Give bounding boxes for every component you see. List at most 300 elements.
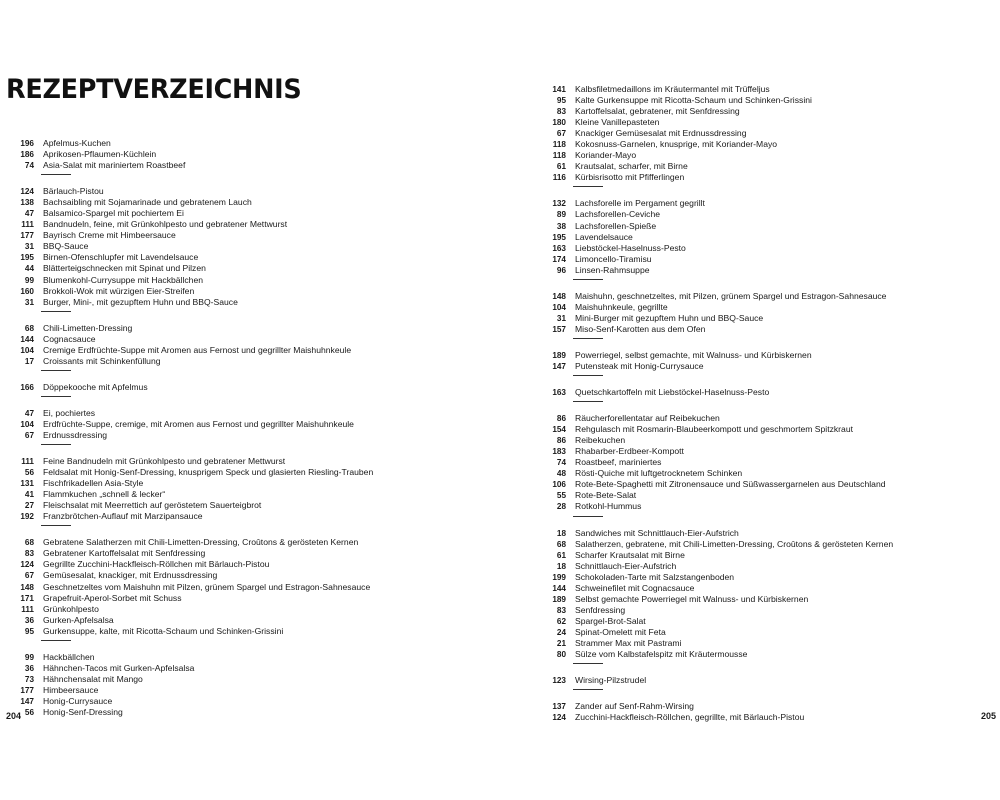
entry-recipe-name: Hähnchensalat mit Mango — [43, 673, 143, 684]
index-entry — [538, 701, 1000, 712]
index-letter-group — [6, 408, 476, 445]
index-entry — [6, 548, 476, 559]
entry-recipe-name: Bachsaibling mit Sojamarinade und gebratenem Lauch — [43, 197, 252, 208]
index-entry — [538, 583, 1000, 594]
entry-page-number: 163 — [552, 243, 566, 253]
entry-recipe-name: Maishuhnkeule, gegrillte — [575, 301, 668, 312]
index-entry — [6, 511, 476, 522]
index-entry — [538, 117, 1000, 128]
index-entry — [6, 356, 476, 367]
entry-recipe-name: Bayrisch Creme mit Himbeersauce — [43, 230, 176, 241]
entry-page-number: 67 — [24, 430, 34, 440]
index-entry — [6, 382, 476, 393]
entry-page-number: 111 — [21, 604, 34, 614]
entry-recipe-name: Knackiger Gemüsesalat mit Erdnussdressing — [575, 128, 747, 139]
entry-page-number: 124 — [20, 560, 34, 570]
entry-recipe-name: Blätterteigschnecken mit Spinat und Pilzen — [43, 263, 206, 274]
entry-recipe-name: Kokosnuss-Garnelen, knusprige, mit Koriander-Mayo — [575, 139, 778, 150]
index-entry — [6, 456, 476, 467]
entry-page-number: 83 — [556, 107, 566, 117]
entry-page-number: 118 — [552, 140, 566, 150]
group-divider — [41, 444, 71, 445]
entry-page-number: 177 — [20, 685, 34, 695]
entry-recipe-name: Himbeersauce — [43, 684, 99, 695]
group-divider — [41, 174, 71, 175]
entry-page-number: 177 — [20, 231, 34, 241]
entry-page-number: 144 — [20, 334, 34, 344]
index-letter-group — [6, 382, 476, 397]
entry-recipe-name: Linsen-Rahmsuppe — [575, 264, 650, 275]
entry-page-number: 160 — [20, 286, 34, 296]
index-entry — [538, 435, 1000, 446]
left-index-column — [6, 138, 476, 718]
group-divider — [573, 663, 603, 664]
entry-recipe-name: Rote-Bete-Spaghetti mit Zitronensauce und Süßwassergarnelen aus Deutschland — [575, 479, 886, 490]
entry-recipe-name: Wirsing-Pilzstrudel — [575, 675, 647, 686]
index-entry — [538, 501, 1000, 512]
entry-recipe-name: Bärlauch-Pistou — [43, 186, 104, 197]
entry-recipe-name: Ei, pochiertes — [43, 407, 96, 418]
entry-page-number: 99 — [24, 275, 34, 285]
index-entry — [538, 627, 1000, 638]
entry-page-number: 61 — [556, 162, 566, 172]
entry-page-number: 74 — [556, 458, 566, 468]
entry-recipe-name: Kartoffelsalat, gebratener, mit Senfdressing — [575, 106, 740, 117]
entry-page-number: 86 — [556, 436, 566, 446]
page-title: REZEPTVERZEICHNIS — [6, 74, 302, 106]
index-entry — [6, 559, 476, 570]
index-entry — [6, 674, 476, 685]
entry-recipe-name: Lachsforelle im Pergament gegrillt — [575, 198, 705, 209]
entry-page-number: 118 — [552, 151, 566, 161]
index-entry — [538, 424, 1000, 435]
entry-page-number: 67 — [24, 571, 34, 581]
index-entry — [6, 663, 476, 674]
entry-page-number: 111 — [21, 457, 34, 467]
entry-page-number: 18 — [556, 561, 566, 571]
index-entry — [538, 243, 1000, 254]
group-divider — [573, 279, 603, 280]
group-divider — [41, 311, 71, 312]
entry-recipe-name: Döppekooche mit Apfelmus — [43, 381, 148, 392]
entry-page-number: 148 — [552, 291, 566, 301]
entry-recipe-name: Mini-Burger mit gezupftem Huhn und BBQ-Sauce — [575, 312, 764, 323]
entry-page-number: 62 — [556, 616, 566, 626]
index-letter-group — [538, 701, 1000, 723]
entry-recipe-name: Liebstöckel-Haselnuss-Pesto — [575, 242, 686, 253]
entry-recipe-name: Gurken-Apfelsalsa — [43, 614, 114, 625]
index-entry — [538, 528, 1000, 539]
entry-page-number: 44 — [24, 264, 34, 274]
index-letter-group — [6, 323, 476, 371]
entry-recipe-name: Apfelmus-Kuchen — [43, 138, 111, 148]
index-entry — [538, 387, 1000, 398]
index-entry — [538, 616, 1000, 627]
entry-recipe-name: Rotkohl-Hummus — [575, 501, 642, 512]
index-entry — [6, 570, 476, 581]
index-entry — [538, 561, 1000, 572]
entry-page-number: 124 — [552, 713, 566, 723]
index-entry — [538, 479, 1000, 490]
index-entry — [538, 209, 1000, 220]
entry-page-number: 17 — [24, 356, 34, 366]
entry-recipe-name: Lachsforellen-Ceviche — [575, 209, 661, 220]
group-divider — [573, 689, 603, 690]
entry-page-number: 83 — [24, 549, 34, 559]
index-entry — [538, 446, 1000, 457]
index-entry — [6, 537, 476, 548]
entry-recipe-name: Flammkuchen „schnell & lecker“ — [43, 489, 166, 500]
index-entry — [538, 638, 1000, 649]
entry-recipe-name: Maishuhn, geschnetzeltes, mit Pilzen, grünem Spargel und Estragon-Sahnesauce — [575, 290, 887, 301]
index-entry — [6, 500, 476, 511]
entry-page-number: 189 — [552, 350, 566, 360]
entry-page-number: 180 — [552, 118, 566, 128]
group-divider — [573, 186, 603, 187]
entry-recipe-name: BBQ-Sauce — [43, 241, 89, 252]
index-entry — [6, 604, 476, 615]
entry-page-number: 95 — [24, 626, 34, 636]
index-entry — [6, 430, 476, 441]
entry-recipe-name: Roastbeef, mariniertes — [575, 457, 662, 468]
entry-page-number: 48 — [556, 469, 566, 479]
entry-recipe-name: Gebratener Kartoffelsalat mit Senfdressing — [43, 548, 206, 559]
index-entry — [6, 219, 476, 230]
group-divider — [41, 396, 71, 397]
index-entry — [538, 649, 1000, 660]
group-divider — [573, 401, 603, 402]
entry-recipe-name: Cognacsauce — [43, 333, 96, 344]
entry-page-number: 67 — [556, 129, 566, 139]
group-divider — [573, 338, 603, 339]
entry-recipe-name: Lachsforellen-Spieße — [575, 220, 657, 231]
index-letter-group — [6, 537, 476, 640]
index-entry — [6, 489, 476, 500]
entry-page-number: 147 — [552, 361, 566, 371]
entry-page-number: 38 — [556, 221, 566, 231]
index-entry — [6, 696, 476, 707]
index-entry — [538, 605, 1000, 616]
index-entry — [6, 707, 476, 718]
entry-recipe-name: Schnittlauch-Eier-Aufstrich — [575, 560, 677, 571]
entry-recipe-name: Hähnchen-Tacos mit Gurken-Apfelsalsa — [43, 662, 195, 673]
index-entry — [538, 139, 1000, 150]
index-entry — [6, 230, 476, 241]
index-entry — [6, 297, 476, 308]
entry-page-number: 186 — [20, 150, 34, 160]
entry-page-number: 154 — [552, 425, 566, 435]
entry-recipe-name: Gegrillte Zucchini-Hackfleisch-Röllchen mit Bärlauch-Pistou — [43, 559, 270, 570]
index-entry — [538, 232, 1000, 243]
entry-page-number: 157 — [552, 324, 566, 334]
entry-page-number: 174 — [552, 254, 566, 264]
index-entry — [538, 302, 1000, 313]
entry-recipe-name: Strammer Max mit Pastrami — [575, 637, 682, 648]
entry-recipe-name: Koriander-Mayo — [575, 150, 637, 161]
index-entry — [6, 286, 476, 297]
index-entry — [538, 198, 1000, 209]
entry-recipe-name: Kalbsfiletmedaillons im Kräutermantel mit Trüffeljus — [575, 84, 770, 94]
index-entry — [538, 106, 1000, 117]
entry-recipe-name: Reibekuchen — [575, 435, 626, 446]
entry-recipe-name: Chili-Limetten-Dressing — [43, 322, 133, 333]
entry-recipe-name: Sandwiches mit Schnittlauch-Eier-Aufstrich — [575, 527, 739, 538]
entry-page-number: 95 — [556, 96, 566, 106]
index-entry — [6, 478, 476, 489]
index-entry — [6, 160, 476, 171]
index-letter-group — [538, 84, 1000, 187]
index-entry — [538, 150, 1000, 161]
entry-page-number: 147 — [20, 696, 34, 706]
entry-page-number: 73 — [24, 674, 34, 684]
index-letter-group — [538, 413, 1000, 516]
entry-recipe-name: Senfdressing — [575, 604, 626, 615]
entry-recipe-name: Erdnussdressing — [43, 429, 108, 440]
entry-page-number: 74 — [24, 161, 34, 171]
entry-page-number: 189 — [552, 594, 566, 604]
entry-recipe-name: Miso-Senf-Karotten aus dem Ofen — [575, 323, 706, 334]
entry-recipe-name: Spargel-Brot-Salat — [575, 615, 646, 626]
entry-page-number: 183 — [552, 447, 566, 457]
index-entry — [538, 457, 1000, 468]
index-entry — [6, 138, 476, 149]
index-entry — [6, 149, 476, 160]
index-entry — [6, 345, 476, 356]
entry-page-number: 89 — [556, 210, 566, 220]
entry-recipe-name: Salatherzen, gebratene, mit Chili-Limetten-Dressing, Croûtons & gerösteten Kernen — [575, 538, 894, 549]
entry-recipe-name: Zucchini-Hackfleisch-Röllchen, gegrillte, mit Bärlauch-Pistou — [575, 712, 805, 723]
entry-recipe-name: Selbst gemachte Powerriegel mit Walnuss- und Kürbiskernen — [575, 593, 809, 604]
entry-page-number: 166 — [20, 382, 34, 392]
index-entry — [6, 408, 476, 419]
index-entry — [538, 539, 1000, 550]
index-entry — [6, 334, 476, 345]
entry-page-number: 47 — [24, 408, 34, 418]
entry-page-number: 106 — [552, 480, 566, 490]
entry-page-number: 99 — [24, 652, 34, 662]
entry-recipe-name: Balsamico-Spargel mit pochiertem Ei — [43, 208, 184, 219]
index-letter-group — [6, 186, 476, 312]
index-entry — [538, 675, 1000, 686]
entry-page-number: 132 — [552, 199, 566, 209]
entry-page-number: 41 — [24, 490, 34, 500]
index-letter-group — [6, 652, 476, 718]
entry-page-number: 141 — [552, 85, 566, 94]
entry-page-number: 86 — [556, 414, 566, 424]
index-entry — [6, 208, 476, 219]
index-letter-group — [538, 528, 1000, 665]
entry-recipe-name: Kürbisrisotto mit Pfifferlingen — [575, 172, 685, 183]
entry-page-number: 68 — [556, 539, 566, 549]
entry-page-number: 171 — [20, 593, 34, 603]
entry-page-number: 163 — [552, 388, 566, 398]
entry-page-number: 18 — [556, 528, 566, 538]
entry-page-number: 192 — [20, 512, 34, 522]
page-number-left: 204 — [6, 711, 22, 721]
index-entry — [538, 361, 1000, 372]
entry-recipe-name: Scharfer Krautsalat mit Birne — [575, 549, 685, 560]
index-entry — [6, 323, 476, 334]
index-entry — [538, 712, 1000, 723]
entry-page-number: 80 — [556, 650, 566, 660]
index-entry — [6, 626, 476, 637]
entry-page-number: 131 — [20, 479, 34, 489]
entry-recipe-name: Limoncello-Tiramisu — [575, 253, 652, 264]
index-entry — [538, 161, 1000, 172]
entry-recipe-name: Bandnudeln, feine, mit Grünkohlpesto und gebratener Mettwurst — [43, 219, 288, 230]
entry-page-number: 124 — [20, 187, 34, 197]
entry-recipe-name: Räucherforellentatar auf Reibekuchen — [575, 413, 720, 424]
index-letter-group — [6, 456, 476, 526]
index-entry — [6, 615, 476, 626]
group-divider — [41, 370, 71, 371]
index-entry — [538, 313, 1000, 324]
group-divider — [41, 640, 71, 641]
entry-recipe-name: Erdfrüchte-Suppe, cremige, mit Aromen aus Fernost und gegrillter Maishuhnkeule — [43, 418, 354, 429]
entry-recipe-name: Gemüsesalat, knackiger, mit Erdnussdressing — [43, 570, 218, 581]
entry-recipe-name: Burger, Mini-, mit gezupftem Huhn und BBQ-Sauce — [43, 296, 238, 307]
entry-page-number: 36 — [24, 663, 34, 673]
index-entry — [6, 186, 476, 197]
index-letter-group — [538, 291, 1000, 339]
entry-page-number: 104 — [20, 345, 34, 355]
entry-recipe-name: Franzbrötchen-Auflauf mit Marzipansauce — [43, 511, 203, 522]
entry-recipe-name: Honig-Currysauce — [43, 695, 113, 706]
entry-recipe-name: Fischfrikadellen Asia-Style — [43, 478, 144, 489]
index-entry — [6, 582, 476, 593]
entry-recipe-name: Grünkohlpesto — [43, 603, 99, 614]
group-divider — [41, 525, 71, 526]
entry-page-number: 199 — [552, 572, 566, 582]
index-entry — [538, 95, 1000, 106]
entry-page-number: 68 — [24, 323, 34, 333]
right-index-column — [538, 84, 1000, 723]
index-entry — [538, 128, 1000, 139]
index-entry — [538, 221, 1000, 232]
entry-recipe-name: Cremige Erdfrüchte-Suppe mit Aromen aus Fernost und gegrillter Maishuhnkeule — [43, 344, 352, 355]
index-entry — [6, 593, 476, 604]
entry-page-number: 195 — [552, 232, 566, 242]
index-entry — [538, 350, 1000, 361]
entry-recipe-name: Lavendelsauce — [575, 231, 633, 242]
entry-page-number: 31 — [24, 242, 34, 252]
group-divider — [573, 516, 603, 517]
entry-recipe-name: Blumenkohl-Currysuppe mit Hackbällchen — [43, 274, 204, 285]
index-entry — [538, 324, 1000, 335]
entry-recipe-name: Schokoladen-Tarte mit Salzstangenboden — [575, 571, 735, 582]
entry-recipe-name: Honig-Senf-Dressing — [43, 706, 123, 717]
index-entry — [538, 572, 1000, 583]
entry-recipe-name: Feldsalat mit Honig-Senf-Dressing, knusprigem Speck und glasierten Riesling-Trauben — [43, 467, 374, 478]
entry-page-number: 31 — [24, 297, 34, 307]
entry-recipe-name: Grapefruit-Aperol-Sorbet mit Schuss — [43, 592, 182, 603]
index-entry — [538, 594, 1000, 605]
index-entry — [538, 291, 1000, 302]
entry-page-number: 24 — [556, 627, 566, 637]
index-entry — [6, 241, 476, 252]
entry-page-number: 56 — [24, 707, 34, 717]
index-entry — [6, 263, 476, 274]
index-entry — [538, 490, 1000, 501]
entry-recipe-name: Geschnetzeltes vom Maishuhn mit Pilzen, grünem Spargel und Estragon-Sahnesauce — [43, 581, 371, 592]
index-entry — [538, 172, 1000, 183]
entry-page-number: 61 — [556, 550, 566, 560]
entry-page-number: 196 — [20, 139, 34, 148]
entry-page-number: 138 — [20, 198, 34, 208]
entry-page-number: 56 — [24, 468, 34, 478]
entry-page-number: 21 — [556, 638, 566, 648]
index-entry — [6, 197, 476, 208]
entry-page-number: 36 — [24, 615, 34, 625]
entry-recipe-name: Rösti-Quiche mit luftgetrocknetem Schinken — [575, 468, 743, 479]
entry-recipe-name: Feine Bandnudeln mit Grünkohlpesto und gebratener Mettwurst — [43, 456, 286, 467]
entry-page-number: 137 — [552, 702, 566, 712]
entry-recipe-name: Krautsalat, scharfer, mit Birne — [575, 161, 688, 172]
entry-recipe-name: Kalte Gurkensuppe mit Ricotta-Schaum und Schinken-Grissini — [575, 95, 812, 106]
entry-page-number: 47 — [24, 209, 34, 219]
entry-page-number: 55 — [556, 491, 566, 501]
entry-page-number: 28 — [556, 502, 566, 512]
entry-recipe-name: Croissants mit Schinkenfüllung — [43, 355, 161, 366]
index-letter-group — [538, 350, 1000, 376]
entry-recipe-name: Birnen-Ofenschlupfer mit Lavendelsauce — [43, 252, 199, 263]
index-entry — [6, 275, 476, 286]
entry-page-number: 27 — [24, 501, 34, 511]
entry-recipe-name: Rote-Bete-Salat — [575, 490, 637, 501]
entry-recipe-name: Schweinefilet mit Cognacsauce — [575, 582, 695, 593]
entry-recipe-name: Brokkoli-Wok mit würzigen Eier-Streifen — [43, 285, 195, 296]
index-letter-group — [6, 138, 476, 175]
entry-recipe-name: Putensteak mit Honig-Currysauce — [575, 360, 704, 371]
entry-recipe-name: Sülze vom Kalbstafelspitz mit Kräutermousse — [575, 649, 748, 660]
entry-recipe-name: Quetschkartoffeln mit Liebstöckel-Haselnuss-Pesto — [575, 387, 770, 398]
entry-recipe-name: Zander auf Senf-Rahm-Wirsing — [575, 701, 694, 712]
entry-page-number: 148 — [20, 582, 34, 592]
index-letter-group — [538, 675, 1000, 690]
entry-recipe-name: Spinat-Omelett mit Feta — [575, 626, 666, 637]
entry-page-number: 116 — [552, 173, 566, 183]
entry-page-number: 104 — [552, 302, 566, 312]
entry-page-number: 104 — [20, 419, 34, 429]
index-entry — [538, 550, 1000, 561]
index-entry — [6, 252, 476, 263]
index-letter-group — [538, 387, 1000, 402]
entry-page-number: 96 — [556, 265, 566, 275]
index-entry — [538, 84, 1000, 95]
entry-recipe-name: Gebratene Salatherzen mit Chili-Limetten-Dressing, Croûtons & gerösteten Kernen — [43, 537, 359, 548]
index-letter-group — [538, 198, 1000, 279]
entry-page-number: 195 — [20, 253, 34, 263]
entry-page-number: 31 — [556, 313, 566, 323]
entry-page-number: 83 — [556, 605, 566, 615]
index-entry — [6, 652, 476, 663]
entry-page-number: 68 — [24, 538, 34, 548]
index-entry — [6, 419, 476, 430]
entry-page-number: 123 — [552, 676, 566, 686]
entry-recipe-name: Kleine Vanillepasteten — [575, 117, 660, 128]
entry-page-number: 144 — [552, 583, 566, 593]
entry-page-number: 111 — [21, 220, 34, 230]
entry-recipe-name: Rhabarber-Erdbeer-Kompott — [575, 446, 684, 457]
group-divider — [573, 375, 603, 376]
index-entry — [538, 413, 1000, 424]
entry-recipe-name: Asia-Salat mit mariniertem Roastbeef — [43, 160, 186, 171]
page-number-right: 205 — [980, 711, 996, 721]
entry-recipe-name: Gurkensuppe, kalte, mit Ricotta-Schaum und Schinken-Grissini — [43, 625, 284, 636]
index-entry — [6, 467, 476, 478]
entry-recipe-name: Fleischsalat mit Meerrettich auf geröstetem Sauerteigbrot — [43, 500, 262, 511]
right-page — [500, 0, 1000, 800]
